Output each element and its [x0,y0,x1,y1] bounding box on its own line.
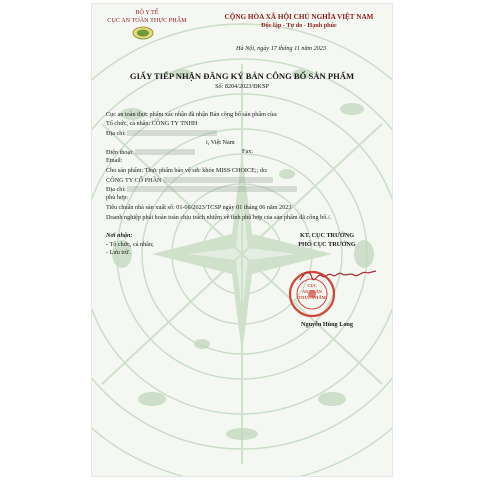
fax-label: Fax: [242,148,254,155]
redacted-address [127,130,217,136]
redacted-producer [163,177,273,183]
recipients-title: Nơi nhận: [106,232,133,239]
product-line: Cho sản phẩm: Thực phẩm bảo vệ sức khỏe MISS CHOICE;; do: [106,167,268,174]
email-label: Email: [106,157,123,164]
seal-text-2: AN TOÀN [302,289,322,294]
national-motto: Độc lập - Tự do - Hạnh phúc [261,22,337,29]
producer-name: CÔNG TY CỔ PHẦN [106,177,162,184]
address-tail: i, Việt Nam [206,139,235,146]
recipient-2: - Lưu trữ. [106,249,131,256]
recipient-1: - Tổ chức, cá nhân; [106,241,154,248]
document-title: GIẤY TIẾP NHẬN ĐĂNG KÝ BẢN CÔNG BỐ SẢN PHẨM [129,71,355,81]
address-line [106,130,217,137]
seal-text-1: CỤC [307,283,317,288]
redacted-phone [135,149,195,155]
standard-line: Tiêu chuẩn nhà sản xuất số: 01-06/2023/TCSP ngày 01 tháng 06 năm 2023 [106,204,292,211]
agency-logo-icon [132,26,154,40]
address2-line [106,186,297,193]
organization-line: Tổ chức, cá nhân: CÔNG TY TNHH [106,120,198,127]
redacted-address2 [127,186,297,192]
signer-role-2: PHÓ CỤC TRƯỞNG [298,241,356,248]
signer-role-1: KT. CỤC TRƯỞNG [299,232,355,239]
republic-name: CỘNG HÒA XÃ HỘI CHỦ NGHĨA VIỆT NAM [224,13,374,21]
producer-line [106,177,273,184]
seal-text-3: THỰC PHẨM [298,295,326,300]
phone-line [106,149,195,156]
conformity-label: phù hợp: [106,194,129,201]
certificate-document [92,4,392,476]
address2-label: Địa chỉ: [106,186,126,193]
responsibility-line: Doanh nghiệp phải hoàn toàn chịu trách nhiệm về tính phù hợp của sản phẩm đã công bố./. [106,214,332,221]
document-number: Số: 8204/2023/ĐKSP [215,83,269,90]
phone-label: Điện thoại: [106,149,134,156]
date-line: Hà Nội, ngày 17 tháng 11 năm 2023 [236,45,326,52]
ministry-name: BỘ Y TẾ [135,9,159,16]
address-label: Địa chỉ: [106,130,126,137]
handwritten-signature-icon [298,266,378,286]
signer-name: Nguyễn Hùng Long [301,321,353,328]
agency-name: CỤC AN TOÀN THỰC PHẨM [107,17,187,24]
intro-text: Cục an toàn thực phẩm xác nhận đã nhận Bản công bố sản phẩm của: [106,111,278,118]
